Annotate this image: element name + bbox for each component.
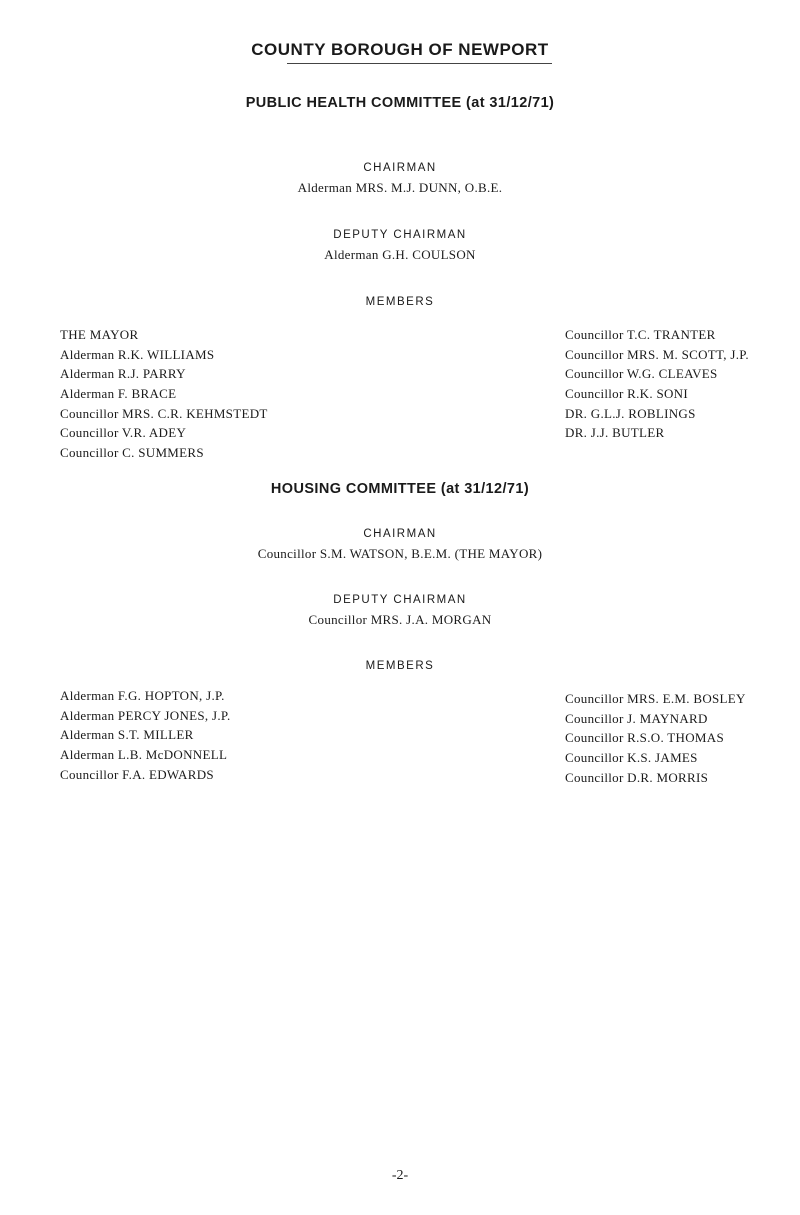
member-name: Councillor R.K. SONI [565,386,688,402]
member-name: Alderman PERCY JONES, J.P. [60,707,231,723]
housing-deputy-name: Councillor MRS. J.A. MORGAN [308,612,492,627]
member-name: Alderman F.G. HOPTON, J.P. [60,688,225,703]
title-underline [287,63,552,64]
member-name: Councillor F.A. EDWARDS [60,766,214,782]
member-name: Councillor C. SUMMERS [60,445,204,461]
member-name: Councillor MRS. E.M. BOSLEY [565,691,746,706]
member-name: Councillor T.C. TRANTER [565,327,716,342]
member-name: Councillor D.R. MORRIS [565,769,709,785]
public-health-deputy-label: DEPUTY CHAIRMAN [333,229,467,241]
housing-members-right [565,689,746,787]
public-health-chairman-label: CHAIRMAN [363,162,437,174]
housing-members-left [60,686,231,784]
member-name: Alderman R.K. WILLIAMS [60,346,215,362]
member-name: Councillor W.G. CLEAVES [565,366,718,382]
member-name: Councillor MRS. C.R. KEHMSTEDT [60,405,268,421]
member-name: DR. J.J. BUTLER [565,425,665,441]
borough-title: COUNTY BOROUGH OF NEWPORT [251,40,549,59]
member-name: Councillor K.S. JAMES [565,750,698,766]
page-number: -2- [391,1168,409,1183]
housing-deputy-label: DEPUTY CHAIRMAN [333,594,467,606]
member-name: Councillor R.S.O. THOMAS [565,730,725,746]
member-name: Alderman S.T. MILLER [60,727,194,743]
member-name: Councillor MRS. M. SCOTT, J.P. [565,346,749,362]
public-health-deputy-name: Alderman G.H. COULSON [324,247,476,262]
public-health-committee-title: PUBLIC HEALTH COMMITTEE (at 31/12/71) [245,95,555,111]
public-health-members-right [565,325,749,443]
public-health-members-label: MEMBERS [365,296,435,308]
public-health-chairman-name: Alderman MRS. M.J. DUNN, O.B.E. [297,180,503,195]
public-health-members-left [60,325,268,463]
housing-members-label: MEMBERS [365,660,435,672]
member-name: DR. G.L.J. ROBLINGS [565,405,696,421]
member-name: Alderman R.J. PARRY [60,366,186,382]
housing-chairman-label: CHAIRMAN [363,528,437,540]
member-name: Councillor J. MAYNARD [565,710,708,726]
member-name: Alderman F. BRACE [60,386,177,402]
member-name: Alderman L.B. McDONNELL [60,747,228,763]
housing-chairman-name: Councillor S.M. WATSON, B.E.M. (THE MAYOR) [257,546,543,561]
member-name: THE MAYOR [60,327,139,342]
member-name: Councillor V.R. ADEY [60,425,187,441]
housing-committee-title: HOUSING COMMITTEE (at 31/12/71) [270,481,530,497]
